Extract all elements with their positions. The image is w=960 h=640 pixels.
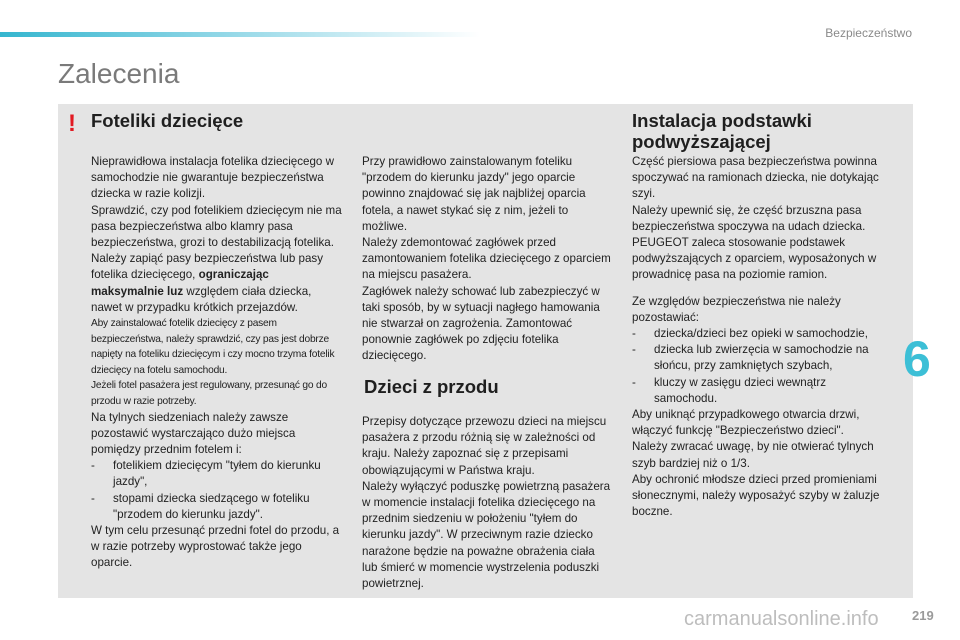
emphasis-text: ograniczając maksymalnie luz (91, 268, 269, 298)
list-item-text: dziecka lub zwierzęcia w samochodzie na słońcu, przy zamkniętych szybach, (654, 343, 869, 373)
heading-child-seats: Foteliki dziecięce (91, 110, 244, 131)
list-item-text: kluczy w zasięgu dzieci wewnątrz samochodu. (654, 375, 827, 405)
list-item: - dziecka lub zwierzęcia w samochodzie na słońcu, przy zamkniętych szybach, (632, 343, 869, 373)
column-children-front (362, 414, 612, 592)
list-item-text: dziecka/dzieci bez opieki w samochodzie, (654, 327, 868, 341)
list-item: - fotelikiem dziecięcym "tyłem do kierunku jazdy", (91, 459, 321, 489)
heading-booster-seat: Instalacja podstawki podwyższającej (632, 110, 812, 152)
paragraph: Nieprawidłowa instalacja fotelika dziecięcego w samochodzie nie gwarantuje bezpieczeństwa dziecka w razie kolizji. (91, 155, 334, 201)
paragraph: Sprawdzić, czy pod fotelikiem dziecięcym nie ma pasa bezpieczeństwa albo klamry pasa bezpieczeństwa, grozi to destabilizacją fotelika. (91, 203, 342, 250)
paragraph: Przy prawidłowo zainstalowanym foteliku "przodem do kierunku jazdy" jego oparcie powinno znajdować się jak najbliżej oparcia fotela, a nawet stykać się z nim, jeżeli to możliwe. (362, 155, 586, 233)
list-item: - stopami dziecka siedzącego w foteliku "przodem do kierunku jazdy". (91, 491, 310, 521)
list-item-text: stopami dziecka siedzącego w foteliku "przodem do kierunku jazdy". (113, 491, 310, 521)
heading-children-front: Dzieci z przodu (364, 376, 499, 397)
paragraph: Należy upewnić się, że część brzuszna pasa bezpieczeństwa spoczywa na udach dziecka. (632, 203, 866, 233)
paragraph: Aby uniknąć przypadkowego otwarcia drzwi, włączyć funkcję "Bezpieczeństwo dzieci". (632, 408, 860, 438)
paragraph: Należy wyłączyć poduszkę powietrzną pasażera w momencie instalacji fotelika dziecięcego na przednim siedzeniu w położeniu "tyłem do kierunku jazdy". W przeciwnym razie dziecko narażone będzie na poważne obrażenia ciała lub śmierć w momencie wystrzelenia poduszki powietrznej. (362, 479, 611, 591)
paragraph-text: względem ciała dziecka, nawet w przypadku krótkich przejazdów. (91, 284, 312, 314)
paragraph: Zagłówek należy schować lub zabezpieczyć w taki sposób, by w sytuacji nagłego hamowania nie stwarzał on zagrożenia. Zamontować ponownie zagłówek po zdjęciu fotelika dziecięcego. (362, 284, 600, 363)
paragraph: PEUGEOT zaleca stosowanie podstawek podwyższających z oparciem, wyposażonych w prowadnicę pasa na poziomie ramion. (632, 236, 877, 282)
list-item-text: fotelikiem dziecięcym "tyłem do kierunku jazdy", (113, 459, 321, 489)
paragraph: Należy zdemontować zagłówek przed zamontowaniem fotelika dziecięcego z oparciem na miejscu pasażera. (362, 236, 611, 282)
section-name: Bezpieczeństwo (825, 26, 912, 40)
note-paragraph: Aby zainstalować fotelik dziecięcy z pasem bezpieczeństwa, należy sprawdzić, czy pas jest dobrze napięty na foteliku dziecięcym i czy mocno trzyma fotelik dziecięcy na fotelu samochodu. (91, 318, 335, 376)
column-child-seats (91, 154, 343, 572)
header-accent-bar (0, 32, 480, 37)
paragraph: Przepisy dotyczące przewozu dzieci na miejscu pasażera z przodu różnią się w zależności od kraju. Należy zapoznać się z przepisami obowiązującymi w Państwa kraju. (362, 415, 607, 477)
watermark: carmanualsonline.info (684, 608, 879, 630)
paragraph: Na tylnych siedzeniach należy zawsze pozostawić wystarczająco dużo miejsca pomiędzy przednim fotelem i: (91, 410, 296, 456)
note-paragraph: Jeżeli fotel pasażera jest regulowany, przesunąć go do przodu w razie potrzeby. (91, 380, 327, 407)
page-number: 219 (912, 608, 934, 623)
column-booster-seat (632, 154, 884, 520)
paragraph: Aby ochronić młodsze dzieci przed promieniami słonecznymi, należy wyposażyć szyby w żaluzje boczne. (632, 472, 880, 519)
paragraph-text: Należy zapiąć pasy bezpieczeństwa lub pasy fotelika dziecięcego, (91, 252, 323, 282)
spacer (632, 284, 884, 294)
paragraph (91, 251, 343, 316)
page-title: Zalecenia (58, 58, 180, 89)
paragraph: W tym celu przesunąć przedni fotel do przodu, a w razie potrzeby wyprostować także jego oparcie. (91, 524, 340, 570)
paragraph: Ze względów bezpieczeństwa nie należy pozostawiać: (632, 294, 841, 324)
paragraph: Część piersiowa pasa bezpieczeństwa powinna spoczywać na ramionach dziecka, nie dotykając szyi. (632, 155, 879, 201)
column-seat-installation (362, 154, 612, 365)
list-item: - dziecka/dzieci bez opieki w samochodzie, (632, 327, 868, 341)
paragraph: Należy zwracać uwagę, by nie otwierać tylnych szyb bardziej niż o 1/3. (632, 440, 874, 470)
warning-icon: ! (68, 110, 76, 137)
list-item: - kluczy w zasięgu dzieci wewnątrz samochodu. (632, 375, 827, 405)
chapter-number: 6 (903, 331, 931, 387)
